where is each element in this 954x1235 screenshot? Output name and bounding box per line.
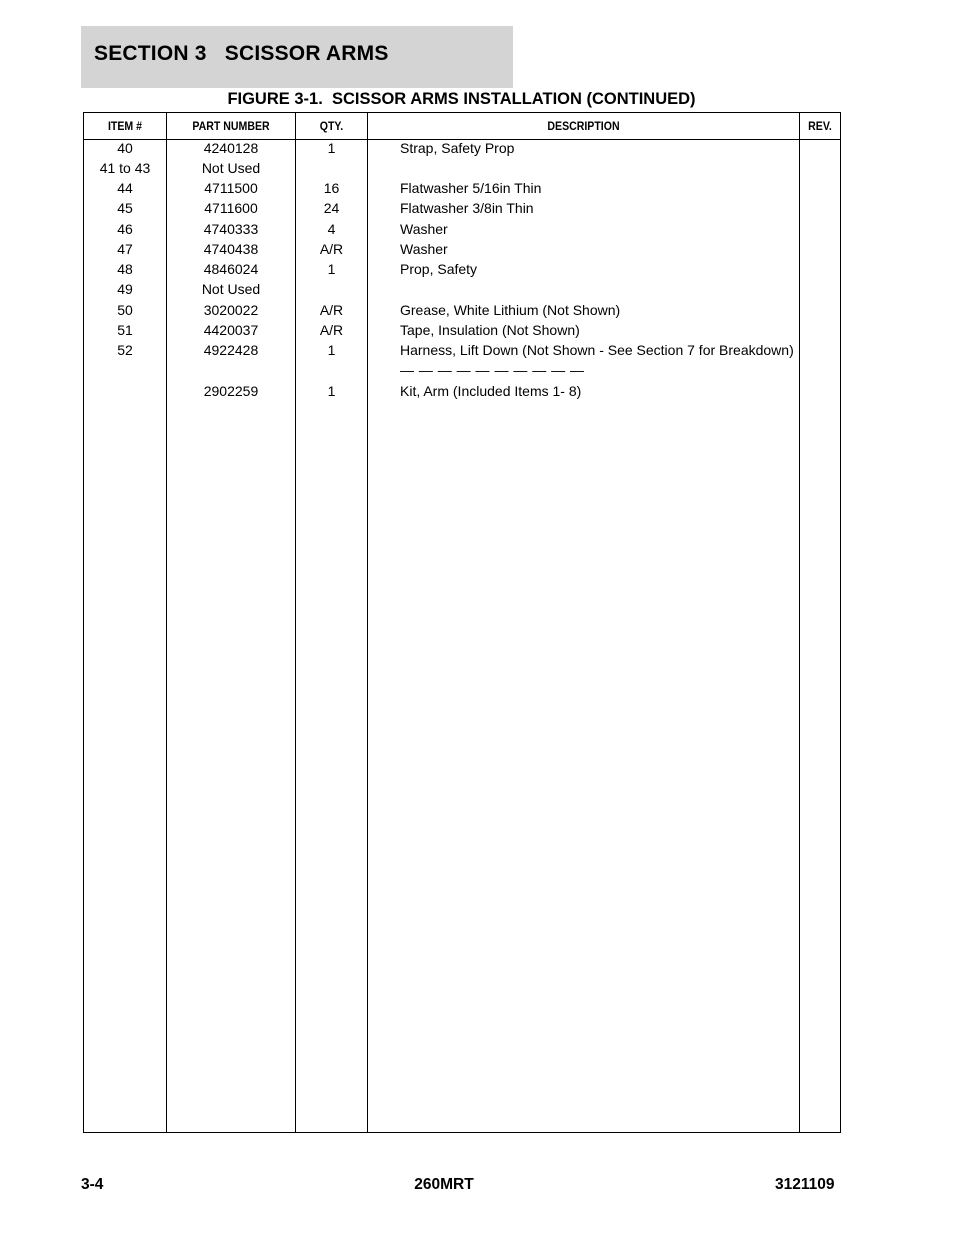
quantity: 16 [323,180,340,196]
table-row [84,158,840,178]
quantity: 1 [327,261,336,277]
part-number: 3020022 [203,302,259,318]
table-row [84,320,840,340]
table-row [84,259,840,279]
table-row [84,300,840,320]
part-number: 4740333 [203,221,259,237]
part-number: Not Used [201,160,261,176]
parts-table [83,112,841,1133]
table-row [84,340,840,360]
description: Tape, Insulation (Not Shown) [400,322,580,338]
item-number: 52 [117,342,133,358]
part-number: 4740438 [203,241,259,257]
column-header-item: ITEM # [107,119,143,133]
model-name: 260MRT [414,1176,474,1193]
table-row [84,239,840,259]
table-row [84,381,840,401]
section-title: SECTION 3 SCISSOR ARMS [94,42,389,65]
description: Washer [400,221,448,237]
description: Harness, Lift Down (Not Shown - See Section 7 for Breakdown) [400,342,794,358]
item-number: 45 [117,200,133,216]
quantity: 1 [327,140,336,156]
description: Prop, Safety [400,261,478,277]
part-number: 4420037 [203,322,259,338]
part-number: 4240128 [203,140,259,156]
quantity: A/R [319,322,344,338]
item-number: 48 [117,261,133,277]
table-row [84,219,840,239]
part-number: 4922428 [203,342,259,358]
quantity: A/R [319,302,344,318]
quantity: 1 [327,383,336,399]
description: Flatwasher 3/8in Thin [400,200,534,216]
quantity: A/R [319,241,344,257]
description: Kit, Arm (Included Items 1- 8) [400,383,582,399]
description: Strap, Safety Prop [400,140,515,156]
table-row [84,279,840,299]
column-header-description: DESCRIPTION [547,119,620,133]
description: Washer [400,241,448,257]
document-number: 3121109 [775,1176,835,1193]
quantity: 24 [323,200,340,216]
item-number: 49 [117,281,133,297]
item-number: 51 [117,322,133,338]
item-number: 47 [117,241,133,257]
description: Grease, White Lithium (Not Shown) [400,302,621,318]
table-row [84,138,840,158]
column-header-qty: QTY. [319,119,344,133]
part-number: 2902259 [203,383,259,399]
item-number: 41 to 43 [99,160,151,176]
description: Flatwasher 5/16in Thin [400,180,542,196]
section-header [81,26,513,88]
table-row [84,198,840,218]
part-number: 4711600 [204,200,258,216]
table-row [84,178,840,198]
item-number: 44 [117,180,133,196]
quantity: 1 [327,342,336,358]
part-number: 4711500 [204,180,258,196]
column-header-part-number: PART NUMBER [192,119,270,133]
table-row [84,360,840,380]
item-number: 40 [117,140,133,156]
page-number: 3-4 [81,1176,104,1193]
column-header-rev: REV. [808,119,832,133]
item-number: 50 [117,302,133,318]
part-number: Not Used [201,281,261,297]
part-number: 4846024 [203,261,259,277]
quantity: 4 [327,221,336,237]
item-number: 46 [117,221,133,237]
figure-title: FIGURE 3-1. SCISSOR ARMS INSTALLATION (CONTINUED) [227,90,696,108]
kit-divider-dashes: — — — — — — — — — — [400,362,585,378]
